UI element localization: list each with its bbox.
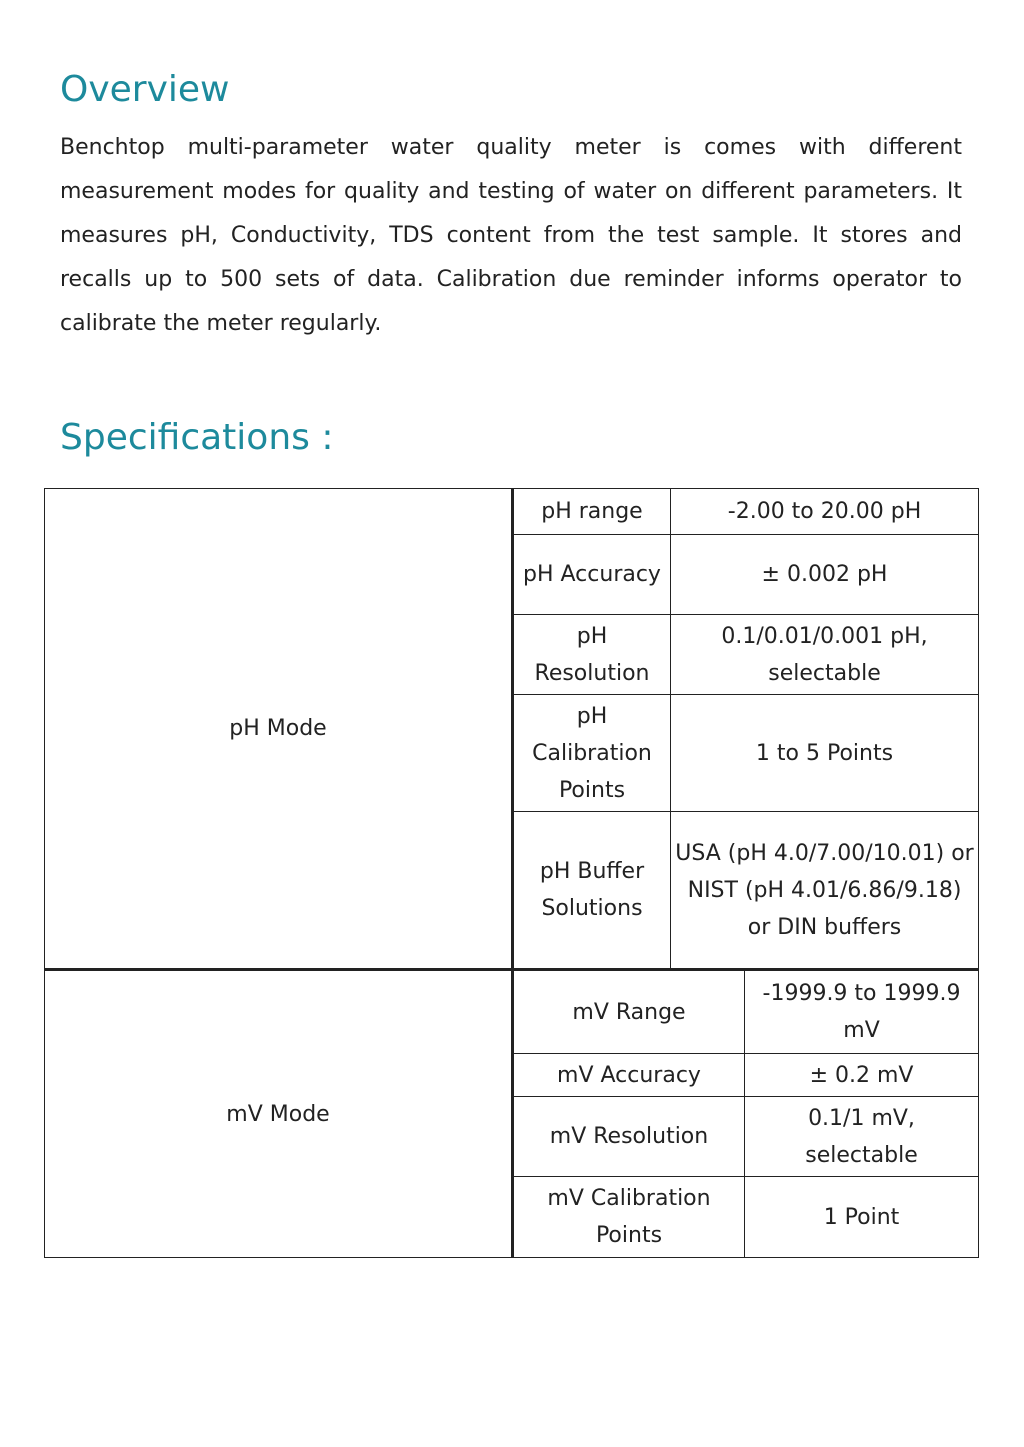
mv-accuracy-label: mV Accuracy — [513, 1054, 745, 1097]
overview-paragraph: Benchtop multi-parameter water quality meter is comes with different measurement modes for quality and testing of water on different parameters. It measures pH, Conductivity, TDS content from the test sample. It stores and recalls up to 500 sets of data. Calibration due reminder informs operator to calibrate the meter regularly. — [60, 135, 962, 336]
table-row — [45, 970, 979, 1054]
table-row — [45, 489, 979, 535]
ph-accuracy-label: pH Accuracy — [513, 535, 671, 615]
ph-buffer-solutions-value: USA (pH 4.0/7.00/10.01) or NIST (pH 4.01/6.86/9.18) or DIN buffers — [671, 812, 979, 970]
mv-accuracy-value: ± 0.2 mV — [745, 1054, 979, 1097]
ph-resolution-label: pH Resolution — [513, 615, 671, 695]
specifications-table — [44, 488, 979, 1258]
ph-buffer-solutions-label: pH Buffer Solutions — [513, 812, 671, 970]
specifications-heading: Specifications : — [60, 417, 334, 458]
mv-resolution-value: 0.1/1 mV, selectable — [745, 1097, 979, 1177]
mv-range-value: -1999.9 to 1999.9 mV — [745, 970, 979, 1054]
ph-range-value: -2.00 to 20.00 pH — [671, 489, 979, 535]
ph-calibration-points-value: 1 to 5 Points — [671, 695, 979, 812]
mv-calibration-points-label: mV Calibration Points — [513, 1177, 745, 1258]
mv-resolution-label: mV Resolution — [513, 1097, 745, 1177]
ph-range-label: pH range — [513, 489, 671, 535]
ph-calibration-points-label: pH Calibration Points — [513, 695, 671, 812]
ph-mode-label: pH Mode — [45, 489, 513, 970]
mv-calibration-points-value: 1 Point — [745, 1177, 979, 1258]
overview-heading: Overview — [60, 69, 230, 110]
ph-resolution-value: 0.1/0.01/0.001 pH, selectable — [671, 615, 979, 695]
ph-accuracy-value: ± 0.002 pH — [671, 535, 979, 615]
mv-mode-label: mV Mode — [45, 970, 513, 1258]
mv-range-label: mV Range — [513, 970, 745, 1054]
